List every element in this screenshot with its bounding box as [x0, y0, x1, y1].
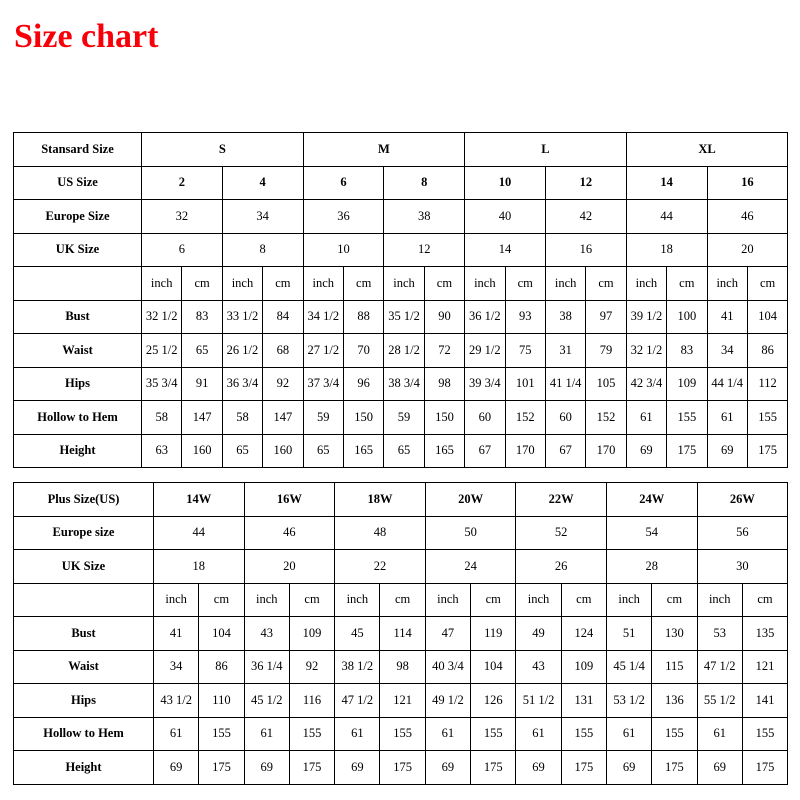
cell: 97 — [586, 300, 626, 334]
cell: 109 — [289, 617, 334, 651]
plus-size-18w: 18W — [335, 483, 426, 517]
cell: 32 1/2 — [626, 334, 666, 368]
cell: 86 — [199, 650, 244, 684]
cell: 104 — [199, 617, 244, 651]
table-row — [14, 434, 788, 468]
cell: 59 — [384, 401, 424, 435]
cell: inch — [154, 583, 199, 617]
cell: 83 — [667, 334, 707, 368]
cell: 38 — [384, 200, 465, 234]
cell: 126 — [471, 684, 516, 718]
cell: 92 — [263, 367, 303, 401]
cell: 61 — [697, 717, 742, 751]
cell: 32 1/2 — [142, 300, 182, 334]
cell: 100 — [667, 300, 707, 334]
cell: 42 3/4 — [626, 367, 666, 401]
cell: 72 — [424, 334, 464, 368]
standard-size-table — [13, 132, 788, 468]
cell: 39 1/2 — [626, 300, 666, 334]
cell: 31 — [545, 334, 585, 368]
cell: 160 — [263, 434, 303, 468]
cell: 170 — [505, 434, 545, 468]
cell: 65 — [222, 434, 262, 468]
table-row — [14, 516, 788, 550]
cell: 35 3/4 — [142, 367, 182, 401]
cell: cm — [343, 267, 383, 301]
cell: 53 1/2 — [606, 684, 651, 718]
cell: inch — [425, 583, 470, 617]
cell: 2 — [142, 166, 223, 200]
cell: 47 — [425, 617, 470, 651]
plus-size-26w: 26W — [697, 483, 788, 517]
table-row — [14, 717, 788, 751]
cell: 22 — [335, 550, 426, 584]
table-row — [14, 300, 788, 334]
cell: 69 — [244, 751, 289, 785]
cell: 30 — [697, 550, 788, 584]
table-row — [14, 200, 788, 234]
cell: 34 1/2 — [303, 300, 343, 334]
cell: inch — [606, 583, 651, 617]
cell: 69 — [516, 751, 561, 785]
cell: 119 — [471, 617, 516, 651]
cell: 34 — [222, 200, 303, 234]
cell: 65 — [182, 334, 222, 368]
cell: 141 — [742, 684, 787, 718]
table-row — [14, 617, 788, 651]
row-label-hollow-to-hem: Hollow to Hem — [14, 717, 154, 751]
cell: 49 1/2 — [425, 684, 470, 718]
cell: 32 — [142, 200, 223, 234]
cell: 28 — [606, 550, 697, 584]
cell: 39 3/4 — [465, 367, 505, 401]
cell: 124 — [561, 617, 606, 651]
cell: 61 — [335, 717, 380, 751]
table-row-header — [14, 483, 788, 517]
cell: 44 — [626, 200, 707, 234]
row-label-hips: Hips — [14, 684, 154, 718]
cell: 175 — [747, 434, 787, 468]
cell: 175 — [471, 751, 516, 785]
cell: 114 — [380, 617, 425, 651]
cell: 12 — [545, 166, 626, 200]
cell: 24 — [425, 550, 516, 584]
cell: 36 3/4 — [222, 367, 262, 401]
cell: 47 1/2 — [335, 684, 380, 718]
cell: 175 — [561, 751, 606, 785]
cell: 83 — [182, 300, 222, 334]
row-label-uk-size: UK Size — [14, 550, 154, 584]
cell: 41 1/4 — [545, 367, 585, 401]
cell: 36 1/4 — [244, 650, 289, 684]
cell: 175 — [667, 434, 707, 468]
cell: 8 — [384, 166, 465, 200]
cell: 84 — [263, 300, 303, 334]
cell: 53 — [697, 617, 742, 651]
row-label-europe-size: Europe Size — [14, 200, 142, 234]
cell: cm — [561, 583, 606, 617]
cell: 51 1/2 — [516, 684, 561, 718]
cell: 69 — [606, 751, 651, 785]
cell: 135 — [742, 617, 787, 651]
cell: 88 — [343, 300, 383, 334]
cell: 61 — [707, 401, 747, 435]
cell: inch — [222, 267, 262, 301]
cell: 75 — [505, 334, 545, 368]
cell: 155 — [380, 717, 425, 751]
cell: 105 — [586, 367, 626, 401]
group-size-s: S — [142, 133, 304, 167]
cell: 152 — [505, 401, 545, 435]
cell: 46 — [707, 200, 788, 234]
cell: cm — [747, 267, 787, 301]
cell: 38 3/4 — [384, 367, 424, 401]
plus-size-chart — [13, 482, 788, 785]
cell: 45 1/4 — [606, 650, 651, 684]
row-label-hips: Hips — [14, 367, 142, 401]
cell: 116 — [289, 684, 334, 718]
plus-size-24w: 24W — [606, 483, 697, 517]
cell: 63 — [142, 434, 182, 468]
cell: cm — [505, 267, 545, 301]
cell: 56 — [697, 516, 788, 550]
cell: 37 3/4 — [303, 367, 343, 401]
table-row — [14, 166, 788, 200]
cell: 20 — [707, 233, 788, 267]
cell: inch — [626, 267, 666, 301]
cell: 92 — [289, 650, 334, 684]
cell: 49 — [516, 617, 561, 651]
cell: 16 — [545, 233, 626, 267]
cell: 61 — [516, 717, 561, 751]
cell: 69 — [626, 434, 666, 468]
cell: 14 — [465, 233, 546, 267]
cell: 61 — [244, 717, 289, 751]
row-label-europe-size: Europe size — [14, 516, 154, 550]
cell: 55 1/2 — [697, 684, 742, 718]
cell: inch — [707, 267, 747, 301]
cell: 29 1/2 — [465, 334, 505, 368]
row-label-height: Height — [14, 751, 154, 785]
cell: 61 — [606, 717, 651, 751]
cell: 44 1/4 — [707, 367, 747, 401]
cell: 69 — [697, 751, 742, 785]
cell: 65 — [384, 434, 424, 468]
group-size-m: M — [303, 133, 465, 167]
cell: 70 — [343, 334, 383, 368]
cell: 131 — [561, 684, 606, 718]
cell: 38 1/2 — [335, 650, 380, 684]
row-label-uk-size: UK Size — [14, 233, 142, 267]
table-row-header — [14, 133, 788, 167]
cell: 41 — [154, 617, 199, 651]
cell: 41 — [707, 300, 747, 334]
page-title: Size chart — [14, 18, 159, 55]
row-label-bust: Bust — [14, 617, 154, 651]
plus-size-14w: 14W — [154, 483, 245, 517]
cell: 86 — [747, 334, 787, 368]
cell: 28 1/2 — [384, 334, 424, 368]
cell: 43 1/2 — [154, 684, 199, 718]
cell: 165 — [343, 434, 383, 468]
cell: cm — [652, 583, 697, 617]
cell: 136 — [652, 684, 697, 718]
cell: 155 — [652, 717, 697, 751]
cell: 45 1/2 — [244, 684, 289, 718]
cell: 91 — [182, 367, 222, 401]
cell: 18 — [154, 550, 245, 584]
cell: 58 — [222, 401, 262, 435]
table-row-units — [14, 267, 788, 301]
cell: 16 — [707, 166, 788, 200]
cell: 36 — [303, 200, 384, 234]
cell: 20 — [244, 550, 335, 584]
cell: 52 — [516, 516, 607, 550]
cell: 152 — [586, 401, 626, 435]
cell: 112 — [747, 367, 787, 401]
cell: inch — [303, 267, 343, 301]
cell: 58 — [142, 401, 182, 435]
cell: 69 — [707, 434, 747, 468]
group-size-xl: XL — [626, 133, 788, 167]
cell: 155 — [471, 717, 516, 751]
cell: 155 — [667, 401, 707, 435]
table-row — [14, 233, 788, 267]
cell: 109 — [561, 650, 606, 684]
cell: 48 — [335, 516, 426, 550]
cell: 26 1/2 — [222, 334, 262, 368]
cell: 109 — [667, 367, 707, 401]
cell: 4 — [222, 166, 303, 200]
row-label-waist: Waist — [14, 650, 154, 684]
cell: 110 — [199, 684, 244, 718]
cell: 155 — [289, 717, 334, 751]
plus-size-table — [13, 482, 788, 785]
cell: 175 — [652, 751, 697, 785]
plus-size-22w: 22W — [516, 483, 607, 517]
cell: 18 — [626, 233, 707, 267]
group-size-l: L — [465, 133, 627, 167]
row-label-hollow-to-hem: Hollow to Hem — [14, 401, 142, 435]
cell: 60 — [465, 401, 505, 435]
unit-row-label — [14, 267, 142, 301]
cell: cm — [182, 267, 222, 301]
cell: 175 — [380, 751, 425, 785]
corner-label: Stansard Size — [14, 133, 142, 167]
cell: 61 — [425, 717, 470, 751]
cell: 42 — [545, 200, 626, 234]
cell: 10 — [465, 166, 546, 200]
cell: 33 1/2 — [222, 300, 262, 334]
cell: 10 — [303, 233, 384, 267]
cell: 170 — [586, 434, 626, 468]
cell: 61 — [154, 717, 199, 751]
cell: 8 — [222, 233, 303, 267]
cell: cm — [471, 583, 516, 617]
cell: inch — [545, 267, 585, 301]
cell: 150 — [343, 401, 383, 435]
cell: 104 — [471, 650, 516, 684]
cell: 104 — [747, 300, 787, 334]
cell: 40 — [465, 200, 546, 234]
cell: inch — [697, 583, 742, 617]
table-row — [14, 334, 788, 368]
cell: 6 — [142, 233, 223, 267]
table-row-units — [14, 583, 788, 617]
cell: 147 — [182, 401, 222, 435]
cell: 175 — [742, 751, 787, 785]
cell: 155 — [561, 717, 606, 751]
cell: 130 — [652, 617, 697, 651]
cell: 60 — [545, 401, 585, 435]
cell: 79 — [586, 334, 626, 368]
cell: cm — [742, 583, 787, 617]
cell: 175 — [289, 751, 334, 785]
cell: 50 — [425, 516, 516, 550]
cell: 54 — [606, 516, 697, 550]
cell: 98 — [380, 650, 425, 684]
cell: cm — [380, 583, 425, 617]
cell: 34 — [154, 650, 199, 684]
table-row — [14, 401, 788, 435]
cell: 47 1/2 — [697, 650, 742, 684]
cell: 6 — [303, 166, 384, 200]
cell: 69 — [425, 751, 470, 785]
cell: 165 — [424, 434, 464, 468]
cell: 150 — [424, 401, 464, 435]
cell: 101 — [505, 367, 545, 401]
cell: 160 — [182, 434, 222, 468]
cell: inch — [384, 267, 424, 301]
cell: 155 — [742, 717, 787, 751]
cell: 121 — [380, 684, 425, 718]
table-row — [14, 684, 788, 718]
cell: 26 — [516, 550, 607, 584]
cell: 40 3/4 — [425, 650, 470, 684]
cell: 147 — [263, 401, 303, 435]
cell: cm — [199, 583, 244, 617]
cell: 67 — [545, 434, 585, 468]
cell: 46 — [244, 516, 335, 550]
cell: 61 — [626, 401, 666, 435]
cell: 175 — [199, 751, 244, 785]
cell: cm — [667, 267, 707, 301]
cell: 90 — [424, 300, 464, 334]
cell: 38 — [545, 300, 585, 334]
cell: 14 — [626, 166, 707, 200]
cell: 43 — [244, 617, 289, 651]
cell: 35 1/2 — [384, 300, 424, 334]
cell: 68 — [263, 334, 303, 368]
cell: 96 — [343, 367, 383, 401]
plus-size-20w: 20W — [425, 483, 516, 517]
cell: cm — [289, 583, 334, 617]
cell: 12 — [384, 233, 465, 267]
plus-size-16w: 16W — [244, 483, 335, 517]
cell: 59 — [303, 401, 343, 435]
row-label-us-size: US Size — [14, 166, 142, 200]
cell: 45 — [335, 617, 380, 651]
cell: inch — [335, 583, 380, 617]
row-label-waist: Waist — [14, 334, 142, 368]
cell: 98 — [424, 367, 464, 401]
standard-size-chart — [13, 132, 788, 468]
cell: cm — [424, 267, 464, 301]
cell: 155 — [199, 717, 244, 751]
cell: cm — [263, 267, 303, 301]
row-label-height: Height — [14, 434, 142, 468]
cell: 155 — [747, 401, 787, 435]
cell: 36 1/2 — [465, 300, 505, 334]
cell: 69 — [154, 751, 199, 785]
cell: inch — [516, 583, 561, 617]
cell: 115 — [652, 650, 697, 684]
table-row — [14, 550, 788, 584]
cell: inch — [244, 583, 289, 617]
cell: cm — [586, 267, 626, 301]
cell: inch — [142, 267, 182, 301]
unit-row-label-plus — [14, 583, 154, 617]
row-label-bust: Bust — [14, 300, 142, 334]
cell: 25 1/2 — [142, 334, 182, 368]
cell: 121 — [742, 650, 787, 684]
table-row — [14, 367, 788, 401]
cell: 27 1/2 — [303, 334, 343, 368]
cell: 51 — [606, 617, 651, 651]
table-row — [14, 751, 788, 785]
cell: 44 — [154, 516, 245, 550]
cell: 93 — [505, 300, 545, 334]
cell: 43 — [516, 650, 561, 684]
cell: 67 — [465, 434, 505, 468]
cell: 65 — [303, 434, 343, 468]
table-row — [14, 650, 788, 684]
cell: inch — [465, 267, 505, 301]
corner-label-plus: Plus Size(US) — [14, 483, 154, 517]
cell: 34 — [707, 334, 747, 368]
cell: 69 — [335, 751, 380, 785]
